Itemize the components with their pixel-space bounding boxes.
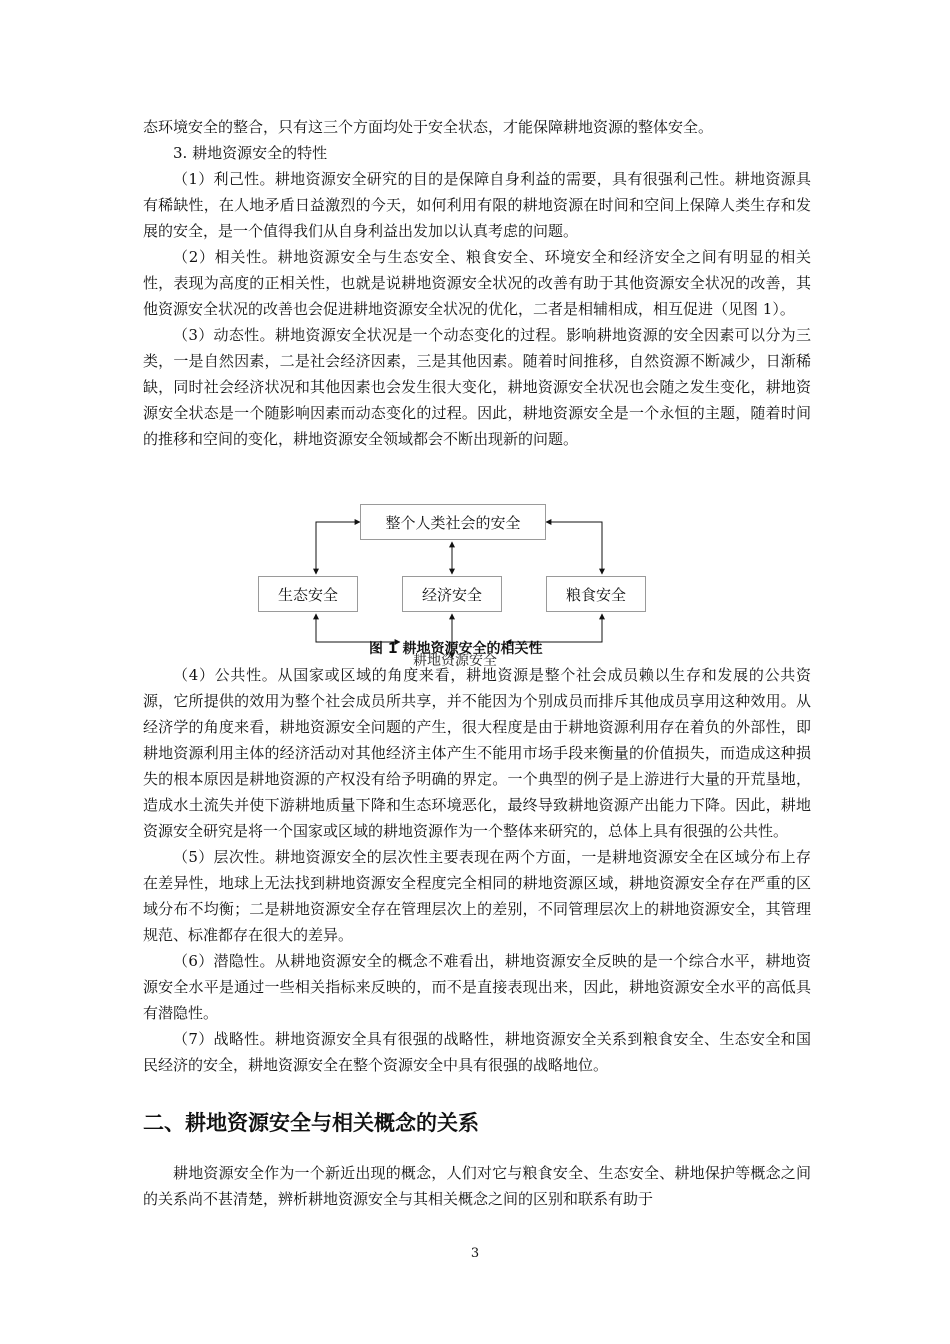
node-economic-security: 经济安全 (402, 576, 502, 612)
node-food-security: 粮食安全 (546, 576, 646, 612)
node-whole-society-security: 整个人类社会的安全 (360, 504, 546, 540)
text-block-top (143, 114, 811, 452)
text-block-bottom (143, 1160, 811, 1212)
section-heading: 二、耕地资源安全与相关概念的关系 (143, 1111, 479, 1135)
node-cultivated-land-security: 耕地资源安全 (413, 653, 497, 669)
paragraph: （1）利己性。耕地资源安全研究的目的是保障自身利益的需要，具有很强利己性。耕地资源具有稀缺性，在人地矛盾日益激烈的今天，如何利用有限的耕地资源在时间和空间上保障人类生存和发展的安全，是一个值得我们从自身利益出发加以认真考虑的问题。 (143, 170, 811, 240)
paragraph: （2）相关性。耕地资源安全与生态安全、粮食安全、环境安全和经济安全之间有明显的相关性，表现为高度的正相关性，也就是说耕地资源安全状况的改善有助于其他资源安全状况的改善，其他资源安全状况的改善也会促进耕地资源安全状况的优化，二者是相辅相成，相互促进（见图 1）。 (143, 248, 811, 318)
arrow-top-right (546, 522, 602, 574)
page-number: 3 (470, 1246, 480, 1261)
paragraph: （5）层次性。耕地资源安全的层次性主要表现在两个方面，一是耕地资源安全在区域分布上存在差异性，地球上无法找到耕地资源安全程度完全相同的耕地资源区域，耕地资源安全存在严重的区域分布不均衡；二是耕地资源安全存在管理层次上的差别，不同管理层次上的耕地资源安全，其管理规范、标准都存在很大的差异。 (143, 848, 811, 944)
figure-1 (250, 498, 670, 669)
arrow-top-left (316, 522, 360, 574)
paragraph: 耕地资源安全作为一个新近出现的概念，人们对它与粮食安全、生态安全、耕地保护等概念之间的关系尚不甚清楚，辨析耕地资源安全与其相关概念之间的区别和联系有助于 (143, 1164, 811, 1208)
paragraph: 态环境安全的整合，只有这三个方面均处于安全状态，才能保障耕地资源的整体安全。 (143, 118, 714, 136)
text-block-middle (143, 662, 811, 1078)
figure-caption: 图 1 耕地资源安全的相关性 (369, 641, 543, 657)
arrow-left-bottom (316, 614, 400, 642)
paragraph: （6）潜隐性。从耕地资源安全的概念不难看出，耕地资源安全反映的是一个综合水平，耕地资源安全水平是通过一些相关指标来反映的，而不是直接表现出来，因此，耕地资源安全水平的高低具有潜隐性。 (143, 952, 811, 1022)
paragraph: （4）公共性。从国家或区域的角度来看，耕地资源是整个社会成员赖以生存和发展的公共资源，它所提供的效用为整个社会成员所共享，并不能因为个别成员而排斥其他成员享用这种效用。从经济学的角度来看，耕地资源安全问题的产生，很大程度是由于耕地资源利用存在着负的外部性，即耕地资源利用主体的经济活动对其他经济主体产生不能用市场手段来衡量的价值损失，而造成这种损失的根本原因是耕地资源的产权没有给予明确的界定。一个典型的例子是上游进行大量的开荒垦地，造成水土流失并使下游耕地质量下降和生态环境恶化，最终导致耕地资源产出能力下降。因此，耕地资源安全研究是将一个国家或区域的耕地资源作为一个整体来研究的，总体上具有很强的公共性。 (143, 666, 811, 840)
paragraph: （3）动态性。耕地资源安全状况是一个动态变化的过程。影响耕地资源的安全因素可以分为三类，一是自然因素，二是社会经济因素，三是其他因素。随着时间推移，自然资源不断减少，日渐稀缺，同时社会经济状况和其他因素也会发生很大变化，耕地资源安全状况也会随之发生变化，耕地资源安全状态是一个随影响因素而动态变化的过程。因此，耕地资源安全是一个永恒的主题，随着时间的推移和空间的变化，耕地资源安全领域都会不断出现新的问题。 (143, 326, 811, 448)
paragraph: 3. 耕地资源安全的特性 (173, 144, 328, 162)
arrow-right-bottom (506, 614, 602, 642)
node-ecological-security: 生态安全 (258, 576, 358, 612)
paragraph: （7）战略性。耕地资源安全具有很强的战略性，耕地资源安全关系到粮食安全、生态安全和国民经济的安全，耕地资源安全在整个资源安全中具有很强的战略地位。 (143, 1030, 811, 1074)
